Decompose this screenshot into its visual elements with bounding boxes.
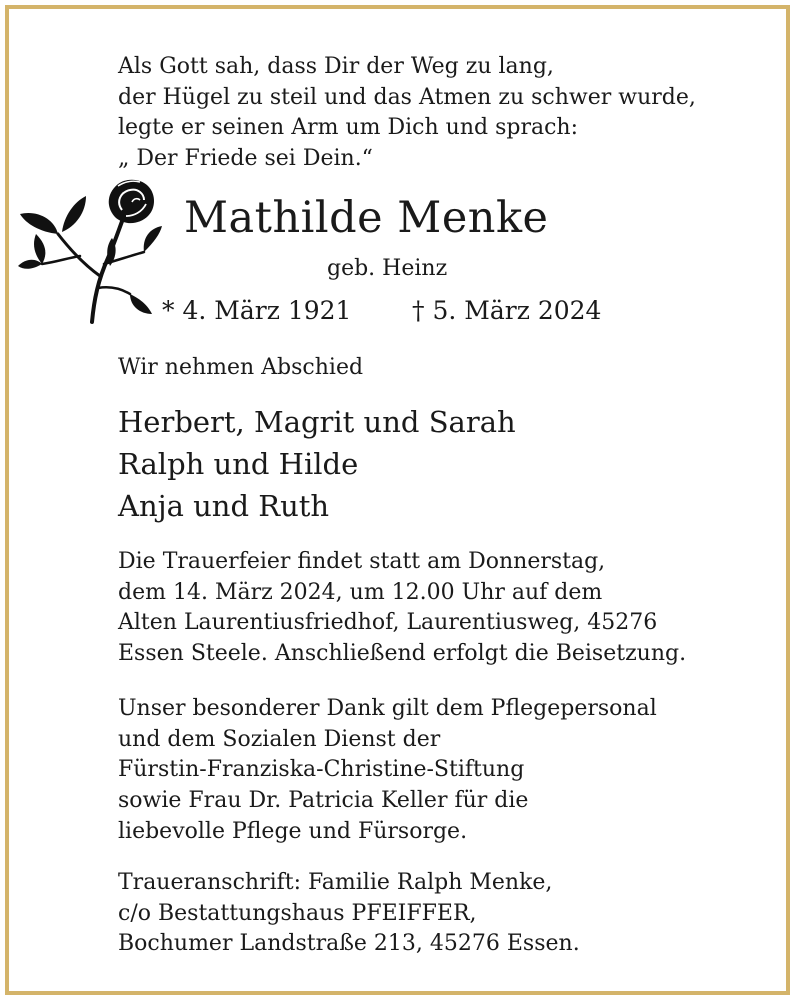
maiden-name: geb. Heinz	[327, 256, 448, 281]
thanks-line: und dem Sozialen Dienst der	[118, 726, 441, 752]
poem-line: „ Der Friede sei Dein.“	[118, 145, 373, 171]
farewell-text: Wir nehmen Abschied	[118, 355, 364, 380]
rose-icon	[14, 172, 164, 327]
poem-line: der Hügel zu steil und das Atmen zu schwer wurde,	[118, 84, 696, 110]
ceremony-info	[118, 547, 686, 670]
thanks-line: Fürstin-Franziska-Christine-Stiftung	[118, 757, 525, 783]
mourner-line: Anja und Ruth	[118, 489, 330, 523]
mourner-line: Herbert, Magrit und Sarah	[118, 405, 516, 439]
death-date: † 5. März 2024	[412, 296, 602, 325]
address-line: Bochumer Landstraße 213, 45276 Essen.	[118, 931, 580, 957]
poem-line: Als Gott sah, dass Dir der Weg zu lang,	[118, 54, 554, 79]
deceased-name: Mathilde Menke	[184, 193, 549, 243]
thanks-line: Unser besonderer Dank gilt dem Pflegepersonal	[118, 696, 657, 721]
address-line: c/o Bestattungshaus PFEIFFER,	[118, 900, 477, 926]
life-dates	[162, 294, 602, 328]
poem-line: legte er seinen Arm um Dich und sprach:	[118, 115, 578, 140]
thanks-text	[118, 694, 657, 848]
poem	[118, 52, 696, 174]
thanks-line: liebevolle Pflege und Fürsorge.	[118, 818, 468, 844]
thanks-line: sowie Frau Dr. Patricia Keller für die	[118, 788, 529, 814]
mourners-list	[118, 401, 516, 527]
address-line: Traueranschrift: Familie Ralph Menke,	[118, 870, 553, 895]
birth-date: * 4. März 1921	[162, 296, 352, 325]
mourner-line: Ralph und Hilde	[118, 447, 359, 481]
ceremony-line: dem 14. März 2024, um 12.00 Uhr auf dem	[118, 579, 603, 605]
ceremony-line: Die Trauerfeier findet statt am Donnerstag,	[118, 549, 606, 574]
ceremony-line: Essen Steele. Anschließend erfolgt die Beisetzung.	[118, 641, 687, 667]
ceremony-line: Alten Laurentiusfriedhof, Laurentiusweg, 45276	[118, 610, 658, 636]
mourning-address	[118, 868, 580, 960]
